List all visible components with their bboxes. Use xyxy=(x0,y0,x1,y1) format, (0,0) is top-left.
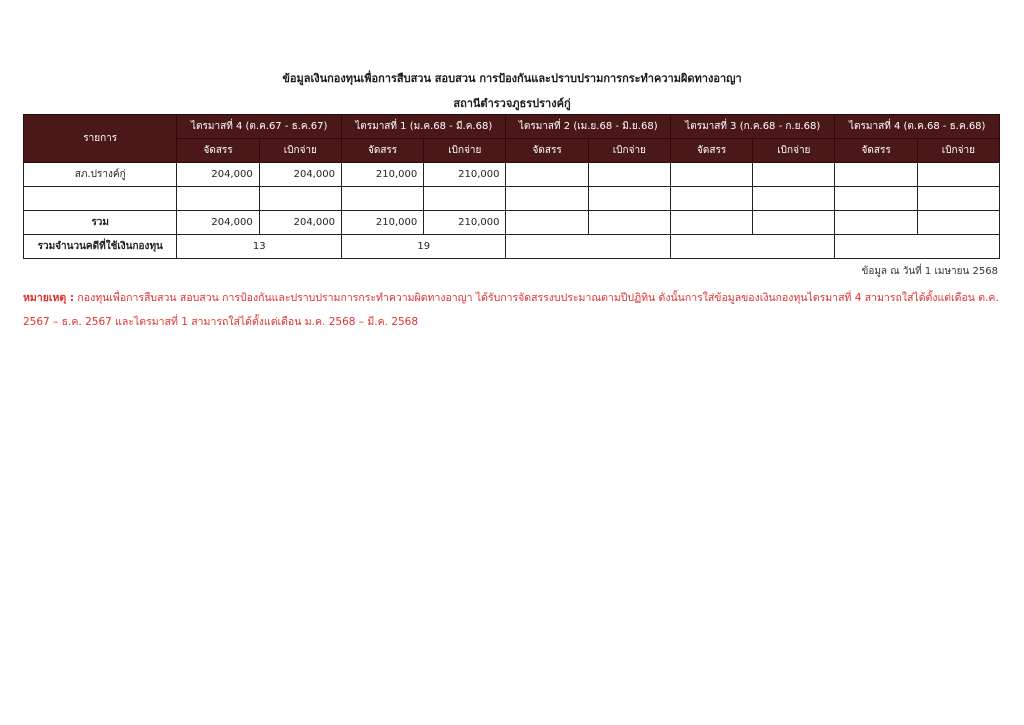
table-cell xyxy=(835,163,917,187)
table-cell xyxy=(917,163,999,187)
remark-text: กองทุนเพื่อการสืบสวน สอบสวน การป้องกันและปราบปรามการกระทำความผิดทางอาญา ได้รับการจัดสรรงบประมาณตามปีปฏิทิน ดังนั้นการใส่ข้อมูลของเงินกองทุนไตรมาสที่ 4 สามารถใส่ได้ตั้งแต่เดือน ต.ค. 2567 – ธ.ค. 2567 และไตรมาสที่ 1 สามารถใส่ได้ตั้งแต่เดือน ม.ค. 2568 – มี.ค. 2568 xyxy=(23,292,999,328)
case-count-cell: 19 xyxy=(341,235,506,259)
table-cell: 210,000 xyxy=(424,211,506,235)
table-cell xyxy=(753,187,835,211)
row-label xyxy=(24,187,177,211)
case-count-cell xyxy=(835,235,1000,259)
table-cell xyxy=(506,187,588,211)
row-label: รวม xyxy=(24,211,177,235)
table-cell xyxy=(588,211,670,235)
table-cell xyxy=(670,163,752,187)
as-of-date: ข้อมูล ณ วันที่ 1 เมษายน 2568 xyxy=(861,266,998,277)
disbursed-header: เบิกจ่าย xyxy=(588,139,670,163)
case-count-label: รวมจำนวนคดีที่ใช้เงินกองทุน xyxy=(24,235,177,259)
allocated-header: จัดสรร xyxy=(670,139,752,163)
quarter-header: ไตรมาสที่ 4 (ต.ค.67 - ธ.ค.67) xyxy=(177,115,342,139)
report-title: ข้อมูลเงินกองทุนเพื่อการสืบสวน สอบสวน การป้องกันและปราบปรามการกระทำความผิดทางอาญา xyxy=(282,72,742,85)
table-cell: 210,000 xyxy=(341,211,423,235)
table-cell xyxy=(588,163,670,187)
total-row xyxy=(24,211,1000,235)
disbursed-header: เบิกจ่าย xyxy=(424,139,506,163)
allocated-header: จัดสรร xyxy=(835,139,917,163)
table-row xyxy=(24,163,1000,187)
table-cell: 210,000 xyxy=(341,163,423,187)
case-count-cell xyxy=(670,235,835,259)
quarter-header: ไตรมาสที่ 3 (ก.ค.68 - ก.ย.68) xyxy=(670,115,835,139)
table-cell xyxy=(506,211,588,235)
table-cell xyxy=(835,187,917,211)
quarter-header: ไตรมาสที่ 1 (ม.ค.68 - มี.ค.68) xyxy=(341,115,506,139)
table-cell xyxy=(588,187,670,211)
quarter-header: ไตรมาสที่ 4 (ต.ค.68 - ธ.ค.68) xyxy=(835,115,1000,139)
table-cell xyxy=(506,163,588,187)
allocated-header: จัดสรร xyxy=(506,139,588,163)
disbursed-header: เบิกจ่าย xyxy=(917,139,999,163)
station-name: สถานีตำรวจภูธรปรางค์กู่ xyxy=(453,97,571,110)
disbursed-header: เบิกจ่าย xyxy=(259,139,341,163)
case-count-cell: 13 xyxy=(177,235,342,259)
case-count-cell xyxy=(506,235,671,259)
table-cell xyxy=(177,187,259,211)
table-cell xyxy=(753,163,835,187)
table-cell: 204,000 xyxy=(259,211,341,235)
table-cell xyxy=(670,211,752,235)
remark xyxy=(23,286,1003,334)
case-count-row xyxy=(24,235,1000,259)
disbursed-header: เบิกจ่าย xyxy=(753,139,835,163)
table-row xyxy=(24,187,1000,211)
table-cell xyxy=(341,187,423,211)
table-cell: 204,000 xyxy=(177,211,259,235)
allocated-header: จัดสรร xyxy=(177,139,259,163)
table-cell: 204,000 xyxy=(259,163,341,187)
table-cell xyxy=(259,187,341,211)
fund-table xyxy=(23,114,1000,259)
table-cell xyxy=(670,187,752,211)
table-cell: 204,000 xyxy=(177,163,259,187)
table-cell xyxy=(835,211,917,235)
table-cell xyxy=(424,187,506,211)
item-column-header: รายการ xyxy=(24,115,177,163)
table-cell xyxy=(753,211,835,235)
row-label: สภ.ปรางค์กู่ xyxy=(24,163,177,187)
quarter-header: ไตรมาสที่ 2 (เม.ย.68 - มิ.ย.68) xyxy=(506,115,671,139)
table-cell xyxy=(917,211,999,235)
allocated-header: จัดสรร xyxy=(341,139,423,163)
remark-label: หมายเหตุ : xyxy=(23,292,75,304)
table-cell: 210,000 xyxy=(424,163,506,187)
table-cell xyxy=(917,187,999,211)
